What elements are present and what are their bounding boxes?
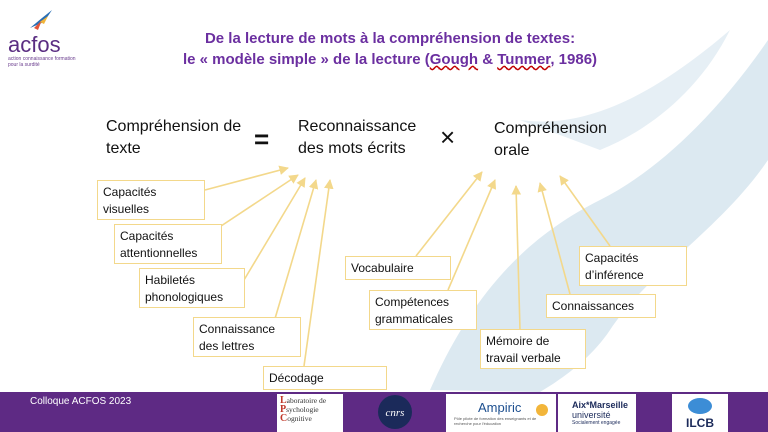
cnrs-text: cnrs bbox=[385, 407, 405, 419]
term-comprehension-texte: Compréhension de texte bbox=[106, 118, 242, 157]
title-author-1: Gough bbox=[429, 51, 479, 68]
acfos-logo bbox=[6, 6, 76, 68]
amu-logo bbox=[558, 394, 636, 432]
box-connaissance-lettres: Connaissance des lettres bbox=[193, 317, 301, 357]
lab-line-1: Laboratoire de bbox=[280, 395, 327, 406]
ampiric-subtitle: Pôle pilote de formation des enseignants et de recherche pour l'éducation bbox=[454, 416, 537, 426]
box-decodage: Décodage bbox=[263, 366, 387, 390]
lab-line-3: Cognitive bbox=[280, 413, 312, 424]
lab-line-2: Psychologie bbox=[280, 404, 319, 415]
box-capacites-visuelles: Capacités visuelles bbox=[97, 180, 205, 220]
title-amp: & bbox=[478, 51, 498, 68]
cnrs-icon bbox=[376, 394, 414, 430]
term-reconnaissance-mots: Reconnaissance des mots écrits bbox=[298, 118, 417, 157]
title-line-1: De la lecture de mots à la compréhension de textes: bbox=[204, 30, 576, 47]
amu-subtitle: Socialement engagée bbox=[572, 420, 621, 426]
ilcb-logo bbox=[672, 394, 728, 432]
term-comprehension-orale: Compréhension orale bbox=[494, 120, 607, 159]
brain-icon bbox=[686, 396, 714, 416]
box-habiletes-phonologiques: Habiletés phonologiques bbox=[139, 268, 245, 308]
title-author-2: Tunmer bbox=[497, 51, 551, 68]
times-sign: × bbox=[440, 122, 456, 152]
conference-label: Colloque ACFOS 2023 bbox=[30, 396, 132, 407]
acfos-bird-icon bbox=[28, 8, 54, 32]
equals-sign: = bbox=[254, 124, 270, 154]
box-vocabulaire: Vocabulaire bbox=[345, 256, 451, 280]
title-line-2 bbox=[100, 49, 680, 70]
logo-name: acfos bbox=[8, 32, 61, 57]
box-memoire-travail: Mémoire de travail verbale bbox=[480, 329, 586, 369]
ampiric-name: Ampiric bbox=[478, 400, 522, 415]
box-connaissances: Connaissances bbox=[546, 294, 656, 318]
title-line-2-suffix: , 1986) bbox=[550, 51, 598, 68]
box-capacites-inference: Capacités d’inférence bbox=[579, 246, 687, 286]
ampiric-logo bbox=[446, 394, 556, 432]
slide-title bbox=[100, 28, 680, 70]
lpc-logo bbox=[277, 394, 343, 432]
sun-icon bbox=[532, 400, 552, 420]
title-line-2-prefix: le « modèle simple » de la lecture ( bbox=[182, 51, 430, 68]
logo-tagline: action connaissance formation pour la surdité bbox=[8, 56, 76, 68]
ilcb-name: ILCB bbox=[686, 416, 714, 430]
box-competences-grammaticales: Compétences grammaticales bbox=[369, 290, 477, 330]
cnrs-logo bbox=[376, 394, 414, 430]
box-capacites-attentionnelles: Capacités attentionnelles bbox=[114, 224, 222, 264]
amu-name: Aix*Marseille université bbox=[572, 400, 629, 420]
